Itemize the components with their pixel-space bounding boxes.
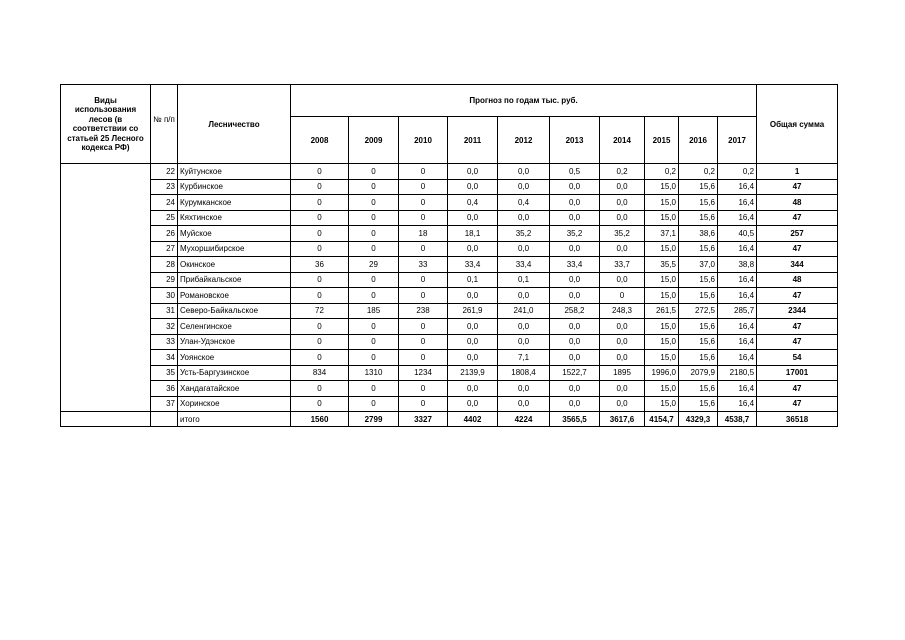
row-sum: 47 — [757, 334, 838, 350]
year-value: 16,4 — [718, 334, 757, 350]
year-value: 2079,9 — [679, 365, 718, 381]
year-value: 0,0 — [498, 288, 550, 304]
year-value: 0,0 — [448, 334, 498, 350]
total-label: итого — [178, 412, 291, 427]
year-header: 2013 — [550, 117, 600, 164]
year-value: 0,0 — [448, 288, 498, 304]
year-value: 0,0 — [498, 319, 550, 335]
year-header: 2009 — [349, 117, 399, 164]
year-value: 33,4 — [550, 257, 600, 273]
year-value: 15,6 — [679, 195, 718, 211]
year-value: 0,0 — [550, 288, 600, 304]
year-value: 0 — [291, 319, 349, 335]
year-value: 15,6 — [679, 334, 718, 350]
lesnichestvo-name: Романовское — [178, 288, 291, 304]
row-number: 34 — [151, 350, 178, 366]
year-value: 29 — [349, 257, 399, 273]
year-value: 0,0 — [600, 179, 645, 195]
year-value: 0,2 — [600, 164, 645, 180]
table-row — [61, 381, 838, 397]
year-value: 238 — [399, 303, 448, 319]
lesnichestvo-name: Хандагатайское — [178, 381, 291, 397]
lesnichestvo-name: Северо-Байкальское — [178, 303, 291, 319]
table-row — [61, 319, 838, 335]
year-value: 258,2 — [550, 303, 600, 319]
year-value: 0,0 — [498, 241, 550, 257]
year-value: 15,6 — [679, 319, 718, 335]
year-value: 0 — [349, 334, 399, 350]
header-vid: Виды использования лесов (в соответствии со статьей 25 Лесного кодекса РФ) — [61, 85, 151, 164]
year-value: 16,4 — [718, 350, 757, 366]
year-value: 33,4 — [498, 257, 550, 273]
row-number: 25 — [151, 210, 178, 226]
year-value: 0,0 — [550, 334, 600, 350]
table-row — [61, 210, 838, 226]
year-value: 15,0 — [645, 272, 679, 288]
year-value: 16,4 — [718, 381, 757, 397]
row-sum: 344 — [757, 257, 838, 273]
year-value: 0 — [399, 241, 448, 257]
year-value: 15,0 — [645, 381, 679, 397]
lesnichestvo-name: Курбинское — [178, 179, 291, 195]
year-value: 35,2 — [600, 226, 645, 242]
year-value: 15,0 — [645, 179, 679, 195]
year-value: 0,0 — [498, 334, 550, 350]
year-value: 18 — [399, 226, 448, 242]
year-value: 2180,5 — [718, 365, 757, 381]
year-value: 15,0 — [645, 210, 679, 226]
year-value: 0 — [291, 334, 349, 350]
year-value: 0,0 — [448, 350, 498, 366]
row-sum: 47 — [757, 179, 838, 195]
total-value: 3327 — [399, 412, 448, 427]
year-value: 16,4 — [718, 288, 757, 304]
year-value: 0 — [349, 396, 399, 412]
lesnichestvo-name: Усть-Баргузинское — [178, 365, 291, 381]
year-value: 16,4 — [718, 319, 757, 335]
year-value: 0,0 — [550, 210, 600, 226]
year-value: 248,3 — [600, 303, 645, 319]
year-value: 0,0 — [550, 241, 600, 257]
year-value: 0 — [291, 381, 349, 397]
year-value: 0 — [399, 195, 448, 211]
year-value: 261,9 — [448, 303, 498, 319]
year-value: 0 — [399, 179, 448, 195]
year-value: 0,0 — [448, 241, 498, 257]
year-value: 0 — [291, 226, 349, 242]
year-value: 0,0 — [600, 241, 645, 257]
total-value: 4402 — [448, 412, 498, 427]
year-value: 38,8 — [718, 257, 757, 273]
year-value: 0 — [399, 272, 448, 288]
year-header: 2014 — [600, 117, 645, 164]
total-value: 3565,5 — [550, 412, 600, 427]
row-sum: 1 — [757, 164, 838, 180]
lesnichestvo-name: Уоянское — [178, 350, 291, 366]
year-value: 16,4 — [718, 396, 757, 412]
row-sum: 48 — [757, 195, 838, 211]
row-number: 31 — [151, 303, 178, 319]
year-value: 15,6 — [679, 396, 718, 412]
year-value: 0,0 — [550, 350, 600, 366]
row-sum: 47 — [757, 241, 838, 257]
year-value: 1310 — [349, 365, 399, 381]
year-header: 2017 — [718, 117, 757, 164]
total-row — [61, 412, 838, 427]
year-value: 0,0 — [550, 381, 600, 397]
total-empty-cell — [61, 412, 151, 427]
lesnichestvo-name: Окинское — [178, 257, 291, 273]
table-row — [61, 226, 838, 242]
year-value: 0,0 — [600, 381, 645, 397]
year-value: 0,2 — [645, 164, 679, 180]
table-row — [61, 195, 838, 211]
total-value: 2799 — [349, 412, 399, 427]
year-value: 16,4 — [718, 195, 757, 211]
row-number: 22 — [151, 164, 178, 180]
row-sum: 257 — [757, 226, 838, 242]
year-value: 0,0 — [600, 210, 645, 226]
row-number: 26 — [151, 226, 178, 242]
year-value: 0 — [349, 288, 399, 304]
year-value: 33,4 — [448, 257, 498, 273]
row-number: 30 — [151, 288, 178, 304]
table-row — [61, 164, 838, 180]
year-value: 18,1 — [448, 226, 498, 242]
row-sum: 48 — [757, 272, 838, 288]
year-value: 15,0 — [645, 241, 679, 257]
year-value: 15,6 — [679, 350, 718, 366]
table-row — [61, 396, 838, 412]
year-value: 40,5 — [718, 226, 757, 242]
year-value: 0 — [291, 350, 349, 366]
year-value: 35,5 — [645, 257, 679, 273]
year-value: 0,0 — [498, 396, 550, 412]
year-value: 0,5 — [550, 164, 600, 180]
year-value: 241,0 — [498, 303, 550, 319]
row-number: 36 — [151, 381, 178, 397]
year-value: 37,1 — [645, 226, 679, 242]
row-sum: 47 — [757, 210, 838, 226]
year-header: 2008 — [291, 117, 349, 164]
lesnichestvo-name: Улан-Удэнское — [178, 334, 291, 350]
table-row — [61, 365, 838, 381]
year-value: 15,6 — [679, 179, 718, 195]
year-value: 0 — [600, 288, 645, 304]
year-value: 33,7 — [600, 257, 645, 273]
year-value: 72 — [291, 303, 349, 319]
year-value: 0 — [349, 241, 399, 257]
total-empty-cell — [151, 412, 178, 427]
row-sum: 47 — [757, 319, 838, 335]
year-value: 185 — [349, 303, 399, 319]
year-value: 0 — [291, 241, 349, 257]
year-value: 0 — [291, 396, 349, 412]
year-value: 0,0 — [600, 350, 645, 366]
year-value: 0 — [291, 272, 349, 288]
year-value: 0,0 — [600, 272, 645, 288]
year-value: 0 — [291, 210, 349, 226]
year-value: 0 — [349, 164, 399, 180]
table-row — [61, 334, 838, 350]
year-value: 0,0 — [600, 334, 645, 350]
year-value: 0,0 — [448, 396, 498, 412]
year-value: 0 — [349, 179, 399, 195]
year-value: 0 — [291, 164, 349, 180]
year-value: 15,0 — [645, 319, 679, 335]
year-header: 2010 — [399, 117, 448, 164]
year-value: 0,0 — [448, 381, 498, 397]
year-value: 1996,0 — [645, 365, 679, 381]
row-sum: 47 — [757, 381, 838, 397]
table-row — [61, 288, 838, 304]
row-number: 27 — [151, 241, 178, 257]
total-value: 3617,6 — [600, 412, 645, 427]
year-value: 0,0 — [448, 164, 498, 180]
lesnichestvo-name: Селенгинское — [178, 319, 291, 335]
grand-total: 36518 — [757, 412, 838, 427]
year-value: 15,6 — [679, 381, 718, 397]
year-value: 0,0 — [600, 195, 645, 211]
year-value: 35,2 — [550, 226, 600, 242]
year-value: 38,6 — [679, 226, 718, 242]
year-value: 16,4 — [718, 179, 757, 195]
year-value: 0,2 — [679, 164, 718, 180]
year-value: 0,0 — [498, 164, 550, 180]
year-value: 7,1 — [498, 350, 550, 366]
year-value: 0,0 — [498, 381, 550, 397]
year-value: 0,0 — [448, 210, 498, 226]
row-number: 32 — [151, 319, 178, 335]
year-value: 0,1 — [498, 272, 550, 288]
year-value: 0 — [399, 350, 448, 366]
year-value: 0 — [291, 195, 349, 211]
year-value: 272,5 — [679, 303, 718, 319]
year-value: 0 — [349, 350, 399, 366]
year-value: 834 — [291, 365, 349, 381]
year-value: 1522,7 — [550, 365, 600, 381]
year-value: 0,0 — [448, 319, 498, 335]
year-value: 35,2 — [498, 226, 550, 242]
year-value: 1234 — [399, 365, 448, 381]
year-value: 0,0 — [550, 396, 600, 412]
table-row — [61, 241, 838, 257]
lesnichestvo-name: Муйское — [178, 226, 291, 242]
forecast-table — [60, 84, 838, 427]
row-number: 23 — [151, 179, 178, 195]
total-value: 4224 — [498, 412, 550, 427]
vid-cell — [61, 164, 151, 412]
row-number: 37 — [151, 396, 178, 412]
header-total: Общая сумма — [757, 85, 838, 164]
row-sum: 2344 — [757, 303, 838, 319]
year-value: 15,0 — [645, 396, 679, 412]
table-row — [61, 350, 838, 366]
year-value: 33 — [399, 257, 448, 273]
year-value: 0,0 — [448, 179, 498, 195]
year-value: 16,4 — [718, 241, 757, 257]
year-value: 16,4 — [718, 210, 757, 226]
row-sum: 47 — [757, 288, 838, 304]
lesnichestvo-name: Курумканское — [178, 195, 291, 211]
year-header: 2012 — [498, 117, 550, 164]
lesnichestvo-name: Куйтунское — [178, 164, 291, 180]
year-value: 0 — [399, 381, 448, 397]
year-value: 0 — [399, 396, 448, 412]
year-value: 15,6 — [679, 210, 718, 226]
lesnichestvo-name: Хоринское — [178, 396, 291, 412]
year-value: 0 — [349, 272, 399, 288]
header-lesnichestvo: Лесничество — [178, 85, 291, 164]
year-value: 15,6 — [679, 272, 718, 288]
lesnichestvo-name: Кяхтинское — [178, 210, 291, 226]
year-value: 0,4 — [498, 195, 550, 211]
year-value: 0 — [349, 226, 399, 242]
year-value: 0,0 — [498, 179, 550, 195]
year-value: 0,0 — [600, 319, 645, 335]
year-header: 2015 — [645, 117, 679, 164]
year-value: 0 — [349, 195, 399, 211]
year-value: 2139,9 — [448, 365, 498, 381]
header-prognoz: Прогноз по годам тыс. руб. — [291, 85, 757, 117]
year-value: 37,0 — [679, 257, 718, 273]
total-value: 4538,7 — [718, 412, 757, 427]
lesnichestvo-name: Прибайкальское — [178, 272, 291, 288]
year-header: 2011 — [448, 117, 498, 164]
year-value: 0,1 — [448, 272, 498, 288]
year-value: 261,5 — [645, 303, 679, 319]
row-number: 29 — [151, 272, 178, 288]
year-value: 0,0 — [600, 396, 645, 412]
year-value: 15,6 — [679, 241, 718, 257]
year-value: 36 — [291, 257, 349, 273]
year-value: 0,0 — [498, 210, 550, 226]
year-value: 0,0 — [550, 179, 600, 195]
year-value: 0 — [399, 164, 448, 180]
row-number: 24 — [151, 195, 178, 211]
year-header: 2016 — [679, 117, 718, 164]
year-value: 0 — [349, 381, 399, 397]
table-row — [61, 272, 838, 288]
year-value: 1895 — [600, 365, 645, 381]
year-value: 15,0 — [645, 288, 679, 304]
header-nn: № п/п — [151, 85, 178, 164]
year-value: 0,0 — [550, 319, 600, 335]
year-value: 0,2 — [718, 164, 757, 180]
year-value: 16,4 — [718, 272, 757, 288]
year-value: 0 — [349, 319, 399, 335]
year-value: 0 — [399, 288, 448, 304]
year-value: 0 — [291, 179, 349, 195]
year-value: 0 — [291, 288, 349, 304]
year-value: 0,4 — [448, 195, 498, 211]
year-value: 15,6 — [679, 288, 718, 304]
table-body — [61, 164, 838, 427]
total-value: 4329,3 — [679, 412, 718, 427]
table-row — [61, 257, 838, 273]
year-value: 15,0 — [645, 350, 679, 366]
total-value: 1560 — [291, 412, 349, 427]
table-row — [61, 179, 838, 195]
total-value: 4154,7 — [645, 412, 679, 427]
year-value: 0 — [399, 210, 448, 226]
year-value: 1808,4 — [498, 365, 550, 381]
year-value: 15,0 — [645, 195, 679, 211]
row-sum: 54 — [757, 350, 838, 366]
year-value: 0,0 — [550, 272, 600, 288]
year-value: 15,0 — [645, 334, 679, 350]
year-value: 0 — [349, 210, 399, 226]
row-sum: 17001 — [757, 365, 838, 381]
row-number: 33 — [151, 334, 178, 350]
lesnichestvo-name: Мухоршибирское — [178, 241, 291, 257]
row-number: 35 — [151, 365, 178, 381]
year-value: 285,7 — [718, 303, 757, 319]
table-row — [61, 303, 838, 319]
year-value: 0 — [399, 319, 448, 335]
year-value: 0,0 — [550, 195, 600, 211]
year-value: 0 — [399, 334, 448, 350]
row-number: 28 — [151, 257, 178, 273]
row-sum: 47 — [757, 396, 838, 412]
